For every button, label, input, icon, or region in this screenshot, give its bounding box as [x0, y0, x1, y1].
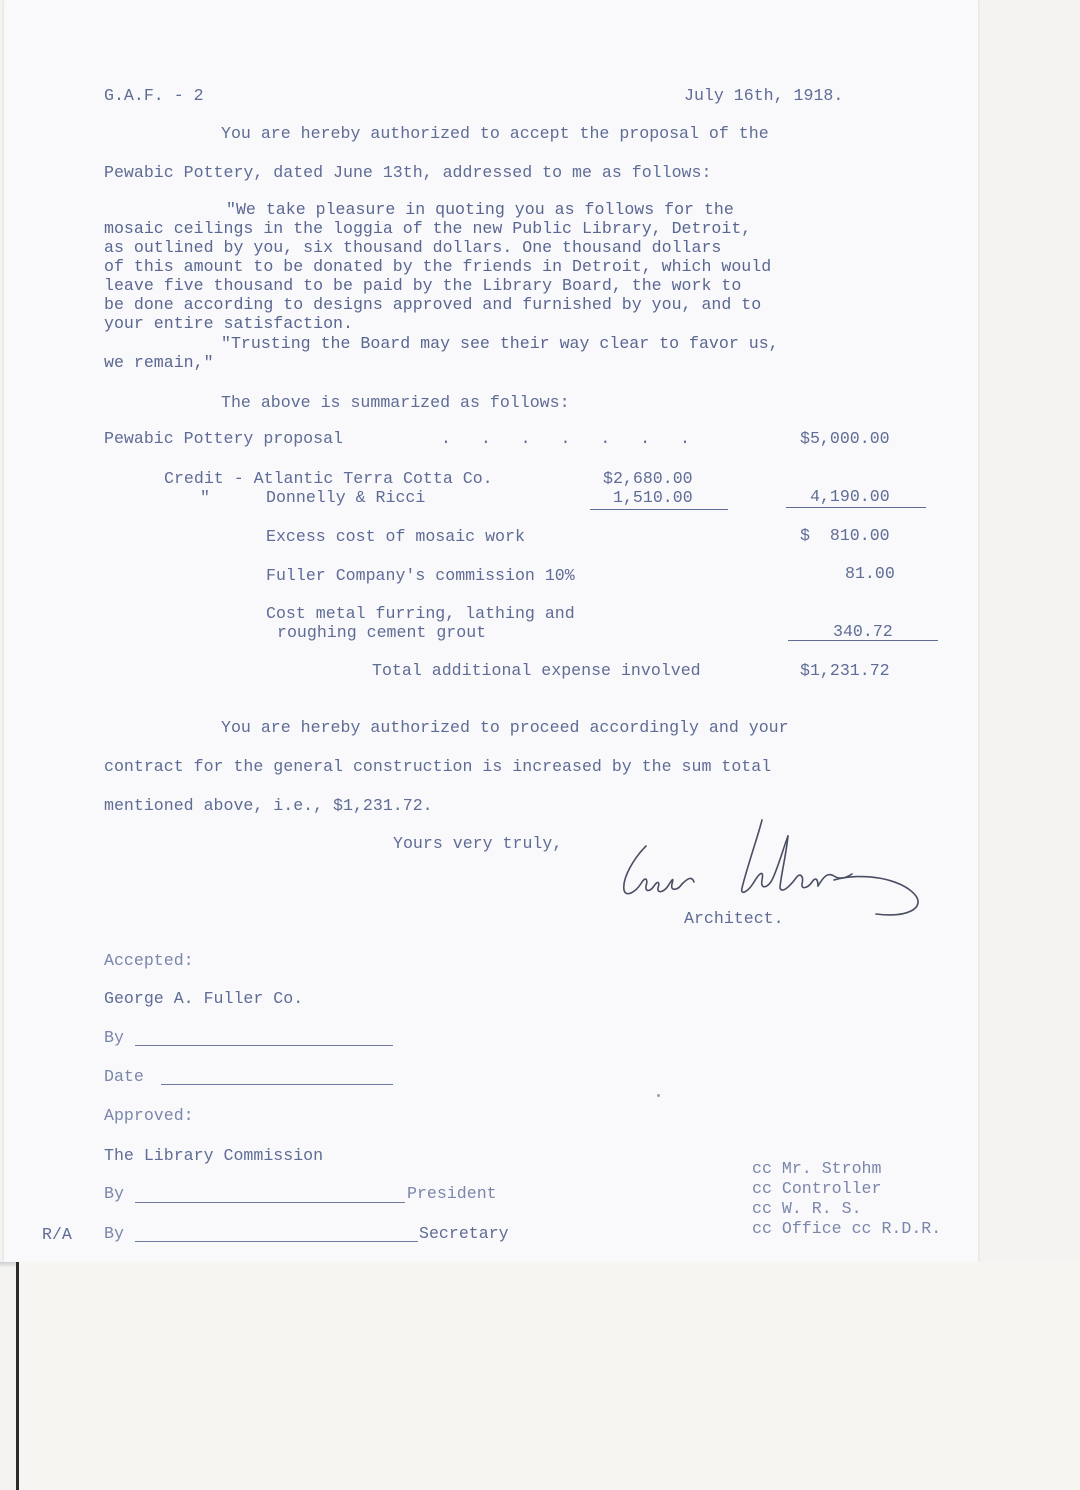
authorization-line-3: mentioned above, i.e., $1,231.72. — [104, 796, 433, 815]
by-label: By — [104, 1028, 124, 1047]
credit-amount-1: $2,680.00 — [603, 469, 693, 488]
cc-line-3: cc W. R. S. — [752, 1199, 862, 1218]
file-initials: R/A — [42, 1225, 72, 1244]
credit-subtotal-rule — [590, 509, 728, 510]
excess-label: Excess cost of mosaic work — [266, 527, 525, 546]
proposal-leader-dots: . . . . . . . — [441, 429, 690, 448]
cc-line-4: cc Office cc R.D.R. — [752, 1219, 942, 1238]
secretary-signature-line — [135, 1241, 418, 1242]
by-secretary-label: By — [104, 1224, 124, 1243]
authorization-line-2: contract for the general construction is increased by the sum total — [104, 757, 772, 776]
date-line — [161, 1084, 393, 1085]
intro-line-1: You are hereby authorized to accept the proposal of the — [221, 124, 769, 143]
date-label: Date — [104, 1067, 144, 1086]
cc-line-1: cc Mr. Strohm — [752, 1159, 882, 1178]
quoted-closing: "Trusting the Board may see their way clear to favor us, we remain," — [104, 334, 779, 372]
paper-speck — [657, 1094, 660, 1097]
furring-rule — [788, 640, 938, 641]
summary-heading: The above is summarized as follows: — [221, 393, 570, 412]
quoted-proposal: "We take pleasure in quoting you as follows for the mosaic ceilings in the loggia of the new Public Library, Detroit, as outlined by you, six thousand dollars. One thousand dollars of this amount to be donated by the friends in Detroit, which would leave five thousand to be paid by the Library Board, the work to be done according to designs approved and furnished by you, and to your entire satisfaction. — [104, 200, 772, 333]
company-name: George A. Fuller Co. — [104, 989, 304, 1008]
architect-title: Architect. — [684, 909, 784, 928]
president-signature-line — [135, 1202, 405, 1203]
by-signature-line — [135, 1045, 393, 1046]
architect-signature — [612, 806, 932, 926]
furring-amount: 340.72 — [833, 622, 893, 641]
reference-code: G.A.F. - 2 — [104, 86, 204, 105]
commission-label: Fuller Company's commission 10% — [266, 566, 575, 585]
credit-total-rule — [786, 507, 926, 508]
ditto-mark: " — [200, 488, 210, 507]
secretary-label: Secretary — [419, 1224, 509, 1243]
accepted-label: Accepted: — [104, 951, 194, 970]
cc-line-2: cc Controller — [752, 1179, 882, 1198]
intro-line-2: Pewabic Pottery, dated June 13th, addressed to me as follows: — [104, 163, 712, 182]
total-label: Total additional expense involved — [372, 661, 701, 680]
furring-label-1: Cost metal furring, lathing and — [266, 604, 575, 623]
library-commission: The Library Commission — [104, 1146, 324, 1165]
credit-amount-2: 1,510.00 — [613, 488, 693, 507]
commission-amount: 81.00 — [845, 564, 895, 583]
excess-amount: $ 810.00 — [800, 526, 890, 545]
approved-label: Approved: — [104, 1106, 194, 1125]
proposal-amount: $5,000.00 — [800, 429, 890, 448]
total-amount: $1,231.72 — [800, 661, 890, 680]
credit-label-2: Donnelly & Ricci — [266, 488, 426, 507]
backing-sheet — [16, 1262, 1080, 1490]
letter-page — [4, 0, 978, 1262]
furring-label-2: roughing cement grout — [277, 623, 487, 642]
credit-total: 4,190.00 — [810, 487, 890, 506]
salutation: Yours very truly, — [393, 834, 563, 853]
letter-date: July 16th, 1918. — [684, 86, 844, 105]
credit-label-1: Credit - Atlantic Terra Cotta Co. — [164, 469, 493, 488]
by-president-label: By — [104, 1184, 124, 1203]
proposal-label: Pewabic Pottery proposal — [104, 429, 343, 448]
authorization-line-1: You are hereby authorized to proceed accordingly and your — [221, 718, 789, 737]
president-label: President — [407, 1184, 497, 1203]
